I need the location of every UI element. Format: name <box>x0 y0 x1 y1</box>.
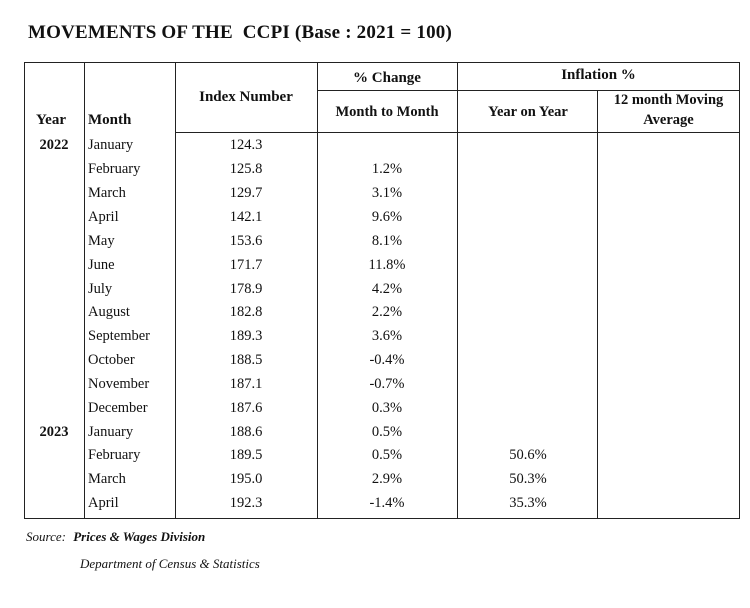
row-mom: 11.8% <box>368 257 406 273</box>
row-mom: -0.7% <box>369 376 405 392</box>
header-moving-avg-line2: Average <box>643 112 694 128</box>
header-inflation: Inflation % <box>561 67 636 83</box>
row-month: October <box>88 352 135 368</box>
row-index: 125.8 <box>229 161 263 177</box>
row-month: December <box>88 400 148 416</box>
row-index: 188.6 <box>229 424 263 440</box>
row-month: November <box>88 376 150 392</box>
header-month: Month <box>88 112 132 128</box>
row-yoy: 35.3% <box>509 495 547 511</box>
row-index: 189.3 <box>229 328 263 344</box>
row-index: 189.5 <box>229 447 263 463</box>
row-mom: 9.6% <box>371 209 403 225</box>
header-year: Year <box>36 112 66 128</box>
row-month: August <box>88 304 130 320</box>
row-index: 187.6 <box>229 400 263 416</box>
row-year: 2022 <box>39 137 69 153</box>
row-month: February <box>88 161 141 177</box>
row-mom: -1.4% <box>369 495 405 511</box>
row-mom: 0.3% <box>371 400 403 416</box>
source-department: Department of Census & Statistics <box>80 556 260 571</box>
header-month-to-month: Month to Month <box>335 104 439 120</box>
source-line <box>26 529 205 545</box>
row-index: 153.6 <box>229 233 263 249</box>
row-yoy: 50.6% <box>509 447 547 463</box>
row-month: January <box>88 137 134 153</box>
source-label: Source: <box>26 529 66 544</box>
row-month: January <box>88 424 134 440</box>
row-mom: 8.1% <box>371 233 403 249</box>
row-mom: 2.2% <box>371 304 403 320</box>
row-mom: 0.5% <box>371 447 403 463</box>
row-mom: 3.6% <box>371 328 403 344</box>
year-month-divider <box>84 62 85 519</box>
row-mom: 2.9% <box>371 471 403 487</box>
row-month: March <box>88 471 126 487</box>
row-year: 2023 <box>39 424 69 440</box>
row-mom: -0.4% <box>369 352 405 368</box>
row-month: February <box>88 447 141 463</box>
row-index: 182.8 <box>229 304 263 320</box>
row-index: 188.5 <box>229 352 263 368</box>
row-mom: 1.2% <box>371 161 403 177</box>
row-index: 195.0 <box>229 471 263 487</box>
row-index: 142.1 <box>229 209 263 225</box>
row-index: 178.9 <box>229 281 263 297</box>
table-bottom-border <box>24 518 740 519</box>
row-month: May <box>88 233 115 249</box>
row-index: 171.7 <box>229 257 263 273</box>
table-left-border <box>24 62 25 519</box>
row-index: 192.3 <box>229 495 263 511</box>
page-title: MOVEMENTS OF THE CCPI (Base : 2021 = 100) <box>28 22 453 43</box>
header-year-on-year: Year on Year <box>488 104 568 120</box>
row-month: June <box>88 257 115 273</box>
row-mom: 4.2% <box>371 281 403 297</box>
table-right-border <box>739 62 740 519</box>
header-moving-avg-line1: 12 month Moving <box>613 92 724 108</box>
row-mom: 3.1% <box>371 185 403 201</box>
table-header-bottom-rule <box>176 132 740 133</box>
header-index-number: Index Number <box>199 89 293 105</box>
row-month: March <box>88 185 126 201</box>
row-mom: 0.5% <box>371 424 403 440</box>
table-subheader-rule <box>318 90 740 91</box>
row-month: July <box>88 281 113 297</box>
table-top-border <box>24 62 740 63</box>
row-month: April <box>88 209 119 225</box>
row-index: 129.7 <box>229 185 263 201</box>
row-index: 124.3 <box>229 137 263 153</box>
row-month: April <box>88 495 119 511</box>
row-month: September <box>88 328 151 344</box>
row-index: 187.1 <box>229 376 263 392</box>
source-division: Prices & Wages Division <box>73 529 206 544</box>
header-pct-change: % Change <box>353 70 421 86</box>
row-yoy: 50.3% <box>509 471 547 487</box>
